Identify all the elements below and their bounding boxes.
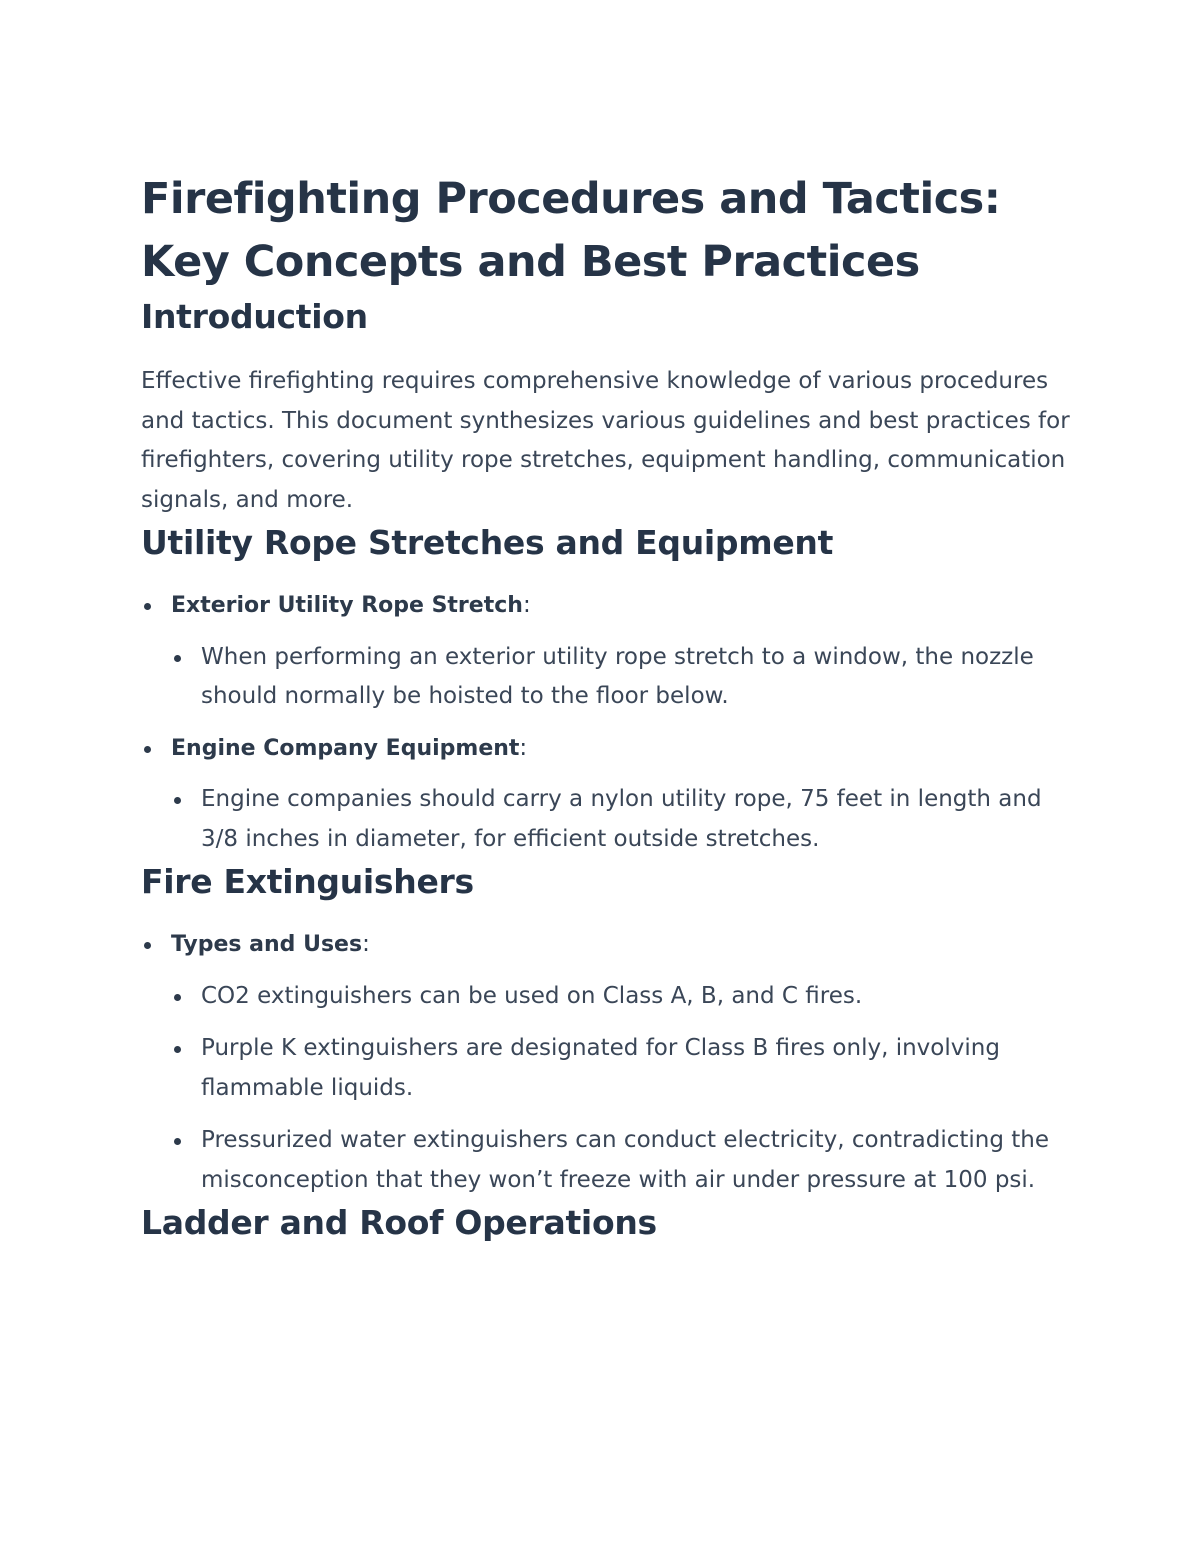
bullet-icon [174, 994, 181, 1001]
title-line-2: Key Concepts and Best Practices [141, 237, 920, 287]
bullet-icon [144, 603, 151, 610]
bullet-icon [144, 746, 151, 753]
list-item: Engine Company Equipment: Engine companies should carry a nylon utility rope, 75 feet in length and 3/8 inches in diameter, for efficient outside stretches. [141, 729, 1071, 860]
sub-list-item-text: Engine companies should carry a nylon utility rope, 75 feet in length and 3/8 inches in diameter, for efficient outside stretches. [201, 786, 1042, 852]
sub-list-item [171, 1029, 1071, 1108]
list-item-label: Engine Company Equipment [171, 735, 520, 761]
bullet-icon [174, 1046, 181, 1053]
list-item-label: Exterior Utility Rope Stretch [171, 593, 523, 618]
bullet-icon [174, 655, 181, 662]
list-item: Exterior Utility Rope Stretch: When performing an exterior utility rope stretch to a window, the nozzle should normally be hoisted to the floor below. [141, 586, 1071, 717]
rope-section-list [141, 586, 1071, 859]
sub-list [171, 638, 1071, 717]
sub-list-item-text: Purple K extinguishers are designated for Class B fires only, involving flammable liquids. [201, 1035, 1000, 1101]
bullet-icon [174, 797, 181, 804]
document-page [141, 168, 1071, 1246]
document-title [141, 168, 1071, 294]
extinguisher-section-heading: Fire Extinguishers [141, 862, 474, 901]
extinguisher-section-list [141, 925, 1071, 1200]
sub-list-item [171, 1121, 1071, 1200]
sub-list [171, 780, 1071, 859]
sub-list [171, 977, 1071, 1201]
sub-list-item-text: Pressurized water extinguishers can conduct electricity, contradicting the misconception that they won’t freeze with air under pressure at 100 psi. [201, 1127, 1050, 1193]
list-item-label: Types and Uses [171, 932, 363, 957]
introduction-paragraph: Effective firefighting requires comprehensive knowledge of various procedures and tactics. This document synthesizes various guidelines and best practices for firefighters, covering utility rope stretches, equipment handling, communication signals, and more. [141, 368, 1070, 513]
title-line-1: Firefighting Procedures and Tactics: [141, 174, 1001, 224]
sub-list-item [171, 638, 1071, 717]
ladder-section-heading: Ladder and Roof Operations [141, 1203, 657, 1242]
sub-list-item-text: When performing an exterior utility rope stretch to a window, the nozzle should normally be hoisted to the floor below. [201, 643, 1034, 709]
rope-section-heading: Utility Rope Stretches and Equipment [141, 523, 834, 562]
sub-list-item [171, 977, 1071, 1017]
sub-list-item-text: CO2 extinguishers can be used on Class A, B, and C fires. [201, 982, 863, 1009]
bullet-icon [174, 1138, 181, 1145]
list-item: Types and Uses: CO2 extinguishers can be used on Class A, B, and C fires. Purple K extinguishers are designated for Class B fires only, involving flammable liquids. Pressurized water extinguishers can conduct electricity, contradicting the misconception that they won’t freeze with air under pressure at 100 psi. [141, 925, 1071, 1200]
sub-list-item [171, 780, 1071, 859]
introduction-heading: Introduction [141, 297, 368, 336]
bullet-icon [144, 942, 151, 949]
